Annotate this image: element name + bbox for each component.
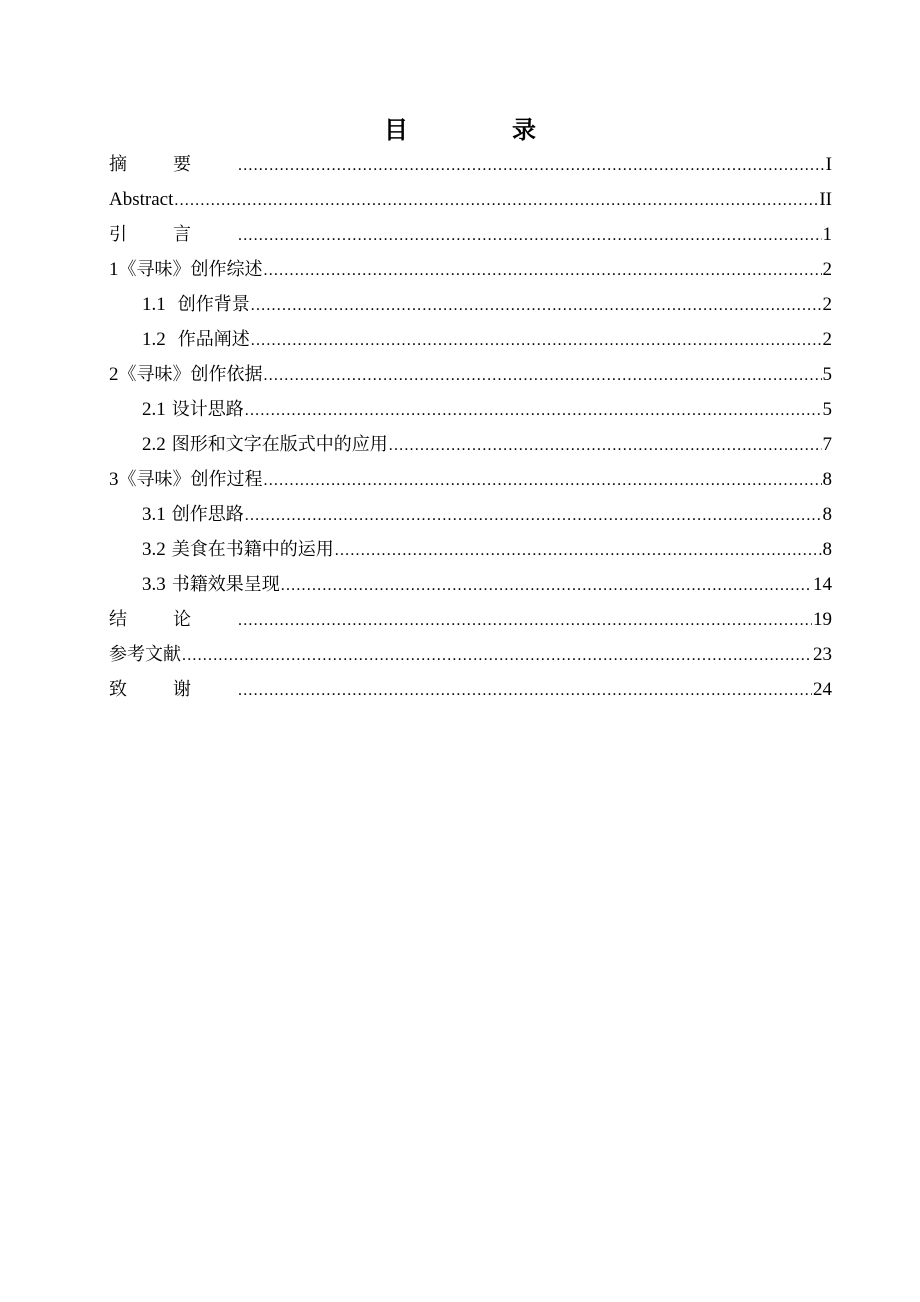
toc-entry-number: 1.1 <box>142 294 166 315</box>
toc-entry-abstract-cn[interactable] <box>109 147 832 182</box>
toc-entry-chapter-3[interactable] <box>109 462 832 497</box>
toc-leader <box>182 638 812 673</box>
toc-entry-number: 1 <box>109 259 119 280</box>
toc-leader <box>245 498 822 533</box>
toc-entry-number: 3 <box>109 469 119 490</box>
toc-entry-chapter-2[interactable] <box>109 357 832 392</box>
toc-leader <box>264 463 822 498</box>
toc-title: 目 录 <box>384 116 576 144</box>
toc-page-number: 1 <box>822 224 832 245</box>
toc-entry-label <box>142 427 388 462</box>
toc-page-number: 5 <box>822 364 832 385</box>
toc-entry-section-1-2[interactable] <box>109 322 832 357</box>
toc-entry-title: 美食在书籍中的运用 <box>171 539 334 560</box>
toc-entry-title: 《寻味》创作综述 <box>118 259 263 280</box>
toc-entry-label <box>109 357 263 392</box>
toc-entry-title: 作品阐述 <box>177 329 250 350</box>
toc-entry-label <box>142 287 250 322</box>
toc-entry-conclusion[interactable] <box>109 602 832 637</box>
toc-entry-label <box>142 322 250 357</box>
toc-entry-label <box>142 497 244 532</box>
toc-entry-number: 3.1 <box>142 504 166 525</box>
toc-leader <box>238 603 812 638</box>
toc-entry-title: 创作背景 <box>177 294 250 315</box>
toc-entry-number: 2.2 <box>142 434 166 455</box>
toc-entry-title: 图形和文字在版式中的应用 <box>171 434 388 455</box>
toc-entry-section-1-1[interactable] <box>109 287 832 322</box>
toc-leader <box>264 358 822 393</box>
toc-page-number: 14 <box>813 574 832 595</box>
toc-page-number: 2 <box>822 329 832 350</box>
toc-entry-section-3-2[interactable] <box>109 532 832 567</box>
table-of-contents <box>109 147 832 707</box>
toc-entry-label: 引言 <box>109 224 237 245</box>
toc-page-number: 8 <box>822 539 832 560</box>
toc-entry-label <box>142 567 280 602</box>
toc-page-number: 19 <box>813 609 832 630</box>
toc-entry-chapter-1[interactable] <box>109 252 832 287</box>
toc-leader <box>251 288 822 323</box>
toc-leader <box>264 253 822 288</box>
toc-page-number: 7 <box>822 434 832 455</box>
toc-page-number: 2 <box>822 294 832 315</box>
toc-entry-title: 《寻味》创作过程 <box>118 469 263 490</box>
toc-entry-label <box>142 392 244 427</box>
toc-entry-number: 3.3 <box>142 574 166 595</box>
toc-page-number: 5 <box>822 399 832 420</box>
toc-entry-label <box>109 252 263 287</box>
toc-entry-label <box>109 462 263 497</box>
toc-entry-number: 1.2 <box>142 329 166 350</box>
toc-entry-introduction[interactable] <box>109 217 832 252</box>
toc-entry-label: 参考文献 <box>109 644 181 665</box>
toc-entry-abstract-en[interactable] <box>109 182 832 217</box>
toc-leader <box>389 428 822 463</box>
toc-entry-label: 致谢 <box>109 679 237 700</box>
toc-leader <box>251 323 822 358</box>
toc-entry-section-3-1[interactable] <box>109 497 832 532</box>
toc-leader <box>238 673 812 708</box>
toc-page-number: 2 <box>822 259 832 280</box>
toc-entry-section-3-3[interactable] <box>109 567 832 602</box>
toc-leader <box>281 568 812 603</box>
toc-page-number: 8 <box>822 504 832 525</box>
toc-leader <box>245 393 822 428</box>
toc-entry-references[interactable] <box>109 637 832 672</box>
toc-entry-number: 2.1 <box>142 399 166 420</box>
toc-entry-number: 3.2 <box>142 539 166 560</box>
toc-entry-title: 《寻味》创作依据 <box>118 364 263 385</box>
toc-entry-section-2-1[interactable] <box>109 392 832 427</box>
toc-entry-section-2-2[interactable] <box>109 427 832 462</box>
toc-page-number: II <box>819 189 832 210</box>
toc-page-number: 24 <box>813 679 832 700</box>
toc-leader <box>238 218 822 253</box>
toc-entry-title: 创作思路 <box>171 504 244 525</box>
toc-entry-number: 2 <box>109 364 119 385</box>
toc-entry-label: 结论 <box>109 609 237 630</box>
toc-entry-acknowledgements[interactable] <box>109 672 832 707</box>
toc-leader <box>174 183 818 218</box>
toc-entry-label <box>142 532 334 567</box>
toc-entry-title: 设计思路 <box>171 399 244 420</box>
toc-leader <box>238 148 825 183</box>
toc-entry-label: Abstract <box>109 189 174 210</box>
toc-page-number: 23 <box>813 644 832 665</box>
toc-page-number: 8 <box>822 469 832 490</box>
toc-page-number: I <box>825 154 832 175</box>
toc-leader <box>335 533 822 568</box>
toc-entry-label: 摘要 <box>109 154 237 175</box>
toc-entry-title: 书籍效果呈现 <box>171 574 280 595</box>
